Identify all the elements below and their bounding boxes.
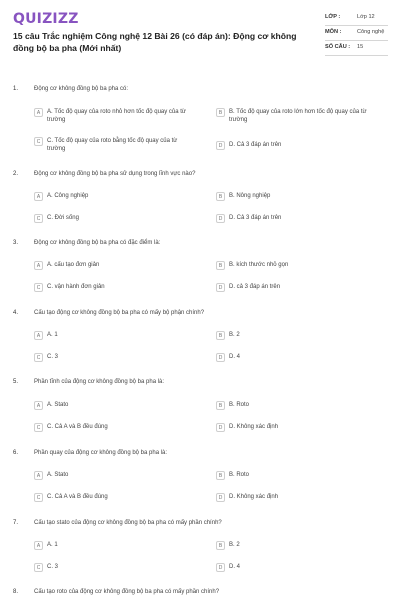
option-letter-badge: A <box>34 401 43 410</box>
answer-option-a[interactable] <box>34 401 197 410</box>
option-letter-badge: A <box>34 192 43 201</box>
option-letter-badge: C <box>34 214 43 223</box>
option-letter-badge: A <box>34 541 43 550</box>
option-letter-badge: B <box>216 108 225 117</box>
option-letter-badge: B <box>216 331 225 340</box>
answer-option-a[interactable] <box>34 331 197 340</box>
option-letter-badge: C <box>34 423 43 432</box>
option-letter-badge: A <box>34 331 43 340</box>
answer-option-b[interactable] <box>216 401 379 410</box>
option-letter-badge: D <box>216 493 225 502</box>
option-text: C. Cả A và B đều đúng <box>47 494 108 500</box>
option-text: A. 1 <box>47 542 58 548</box>
answer-option-a[interactable] <box>34 471 197 480</box>
question-number: 4. <box>13 310 19 316</box>
option-letter-badge: C <box>34 137 43 146</box>
option-letter-badge: D <box>216 423 225 432</box>
option-text: A. 1 <box>47 332 58 338</box>
option-letter-badge: C <box>34 563 43 572</box>
answer-option-b[interactable] <box>216 192 379 201</box>
option-text: D. Cả 3 đáp án trên <box>229 142 282 148</box>
answer-option-b[interactable] <box>216 471 379 480</box>
answer-option-a[interactable] <box>34 541 197 550</box>
option-text: A. Stato <box>47 472 69 478</box>
answer-option-c[interactable] <box>34 283 197 292</box>
option-letter-badge: A <box>34 108 43 117</box>
answer-option-c[interactable] <box>34 214 197 223</box>
question-number: 6. <box>13 450 19 456</box>
answer-option-c[interactable] <box>34 353 197 362</box>
question-text: Cấu tạo stato của động cơ không đồng bộ ba pha có mấy phần chính? <box>34 520 222 526</box>
question-text: Động cơ không đồng bộ ba pha sử dụng trong lĩnh vực nào? <box>34 171 196 177</box>
answer-option-d[interactable] <box>216 214 379 223</box>
meta-label: LỚP : <box>325 14 341 20</box>
answer-option-a[interactable] <box>34 192 197 201</box>
option-text: A. Stato <box>47 402 69 408</box>
option-text: D. Không xác định <box>229 424 279 430</box>
answer-option-a[interactable] <box>34 108 197 124</box>
question-number: 5. <box>13 379 19 385</box>
option-letter-badge: B <box>216 541 225 550</box>
question-text: Cấu tạo động cơ không đồng bộ ba pha có mấy bộ phận chính? <box>34 310 205 316</box>
option-letter-badge: D <box>216 214 225 223</box>
option-letter-badge: D <box>216 283 225 292</box>
meta-label: SỐ CÂU : <box>325 44 351 50</box>
option-text: A. Tốc độ quay của roto nhỏ hơn tốc độ quay của từ trường <box>47 109 186 123</box>
option-text: D. cả 3 đáp án trên <box>229 284 281 290</box>
option-text: C. Đời sống <box>47 215 79 221</box>
meta-question-count <box>325 41 388 56</box>
quizizz-logo[interactable]: QUIZIZZ <box>13 11 79 27</box>
option-letter-badge: B <box>216 471 225 480</box>
option-text: D. Cả 3 đáp án trên <box>229 215 282 221</box>
option-letter-badge: C <box>34 493 43 502</box>
question-text: Phần quay của động cơ không đồng bộ ba pha là: <box>34 450 168 456</box>
option-letter-badge: B <box>216 192 225 201</box>
option-text: C. vận hành đơn giản <box>47 284 105 290</box>
answer-option-d[interactable] <box>216 353 379 362</box>
worksheet-title: 15 câu Trắc nghiệm Công nghệ 12 Bài 26 (có đáp án): Động cơ không đồng bộ ba pha (Mới nhất) <box>13 31 297 53</box>
worksheet-meta <box>325 11 388 56</box>
option-text: D. 4 <box>229 354 241 360</box>
question-text: Động cơ không đồng bộ ba pha có đặc điểm là: <box>34 240 161 246</box>
answer-option-c[interactable] <box>34 493 197 502</box>
question-text: Cấu tạo roto của động cơ không đồng bộ ba pha có mấy phần chính? <box>34 589 220 595</box>
option-text: A. Công nghiệp <box>47 193 89 199</box>
answer-option-d[interactable] <box>216 283 379 292</box>
option-text: B. Roto <box>229 472 250 478</box>
question-number: 7. <box>13 520 19 526</box>
answer-option-d[interactable] <box>216 141 379 150</box>
meta-value: Lớp 12 <box>357 14 375 20</box>
option-letter-badge: D <box>216 141 225 150</box>
answer-option-c[interactable] <box>34 137 197 153</box>
option-text: B. Tốc độ quay của roto lớn hơn tốc độ quay của từ trường <box>229 109 367 123</box>
question-number: 2. <box>13 171 19 177</box>
option-text: D. Không xác định <box>229 494 279 500</box>
question-number: 3. <box>13 240 19 246</box>
answer-option-a[interactable] <box>34 261 197 270</box>
answer-option-d[interactable] <box>216 423 379 432</box>
option-text: B. 2 <box>229 332 240 338</box>
answer-option-d[interactable] <box>216 563 379 572</box>
answer-option-b[interactable] <box>216 331 379 340</box>
option-letter-badge: C <box>34 353 43 362</box>
option-text: B. kích thước nhỏ gọn <box>229 262 289 268</box>
question-number: 8. <box>13 589 19 595</box>
option-letter-badge: A <box>34 261 43 270</box>
answer-option-b[interactable] <box>216 108 379 124</box>
option-letter-badge: A <box>34 471 43 480</box>
answer-option-b[interactable] <box>216 541 379 550</box>
answer-option-b[interactable] <box>216 261 379 270</box>
option-text: C. 3 <box>47 564 59 570</box>
meta-value: 15 <box>357 44 364 50</box>
meta-value: Công nghệ <box>357 29 385 35</box>
answer-option-c[interactable] <box>34 423 197 432</box>
option-text: C. Cả A và B đều đúng <box>47 424 108 430</box>
answer-option-d[interactable] <box>216 493 379 502</box>
option-letter-badge: B <box>216 401 225 410</box>
option-text: B. Nông nghiệp <box>229 193 271 199</box>
question-text: Phần tĩnh của động cơ không đồng bộ ba pha là: <box>34 379 165 385</box>
question-number: 1. <box>13 86 19 92</box>
option-text: B. Roto <box>229 402 250 408</box>
meta-label: MÔN : <box>325 29 342 35</box>
answer-option-c[interactable] <box>34 563 197 572</box>
meta-grade <box>325 11 388 26</box>
option-text: B. 2 <box>229 542 240 548</box>
option-text: C. 3 <box>47 354 59 360</box>
question-text: Động cơ không đồng bộ ba pha có: <box>34 86 129 92</box>
option-letter-badge: B <box>216 261 225 270</box>
option-text: A. cấu tạo đơn giản <box>47 262 100 268</box>
option-letter-badge: C <box>34 283 43 292</box>
option-text: D. 4 <box>229 564 241 570</box>
meta-subject <box>325 26 388 41</box>
option-text: C. Tốc độ quay của roto bằng tốc độ quay của từ trường <box>47 138 178 152</box>
option-letter-badge: D <box>216 563 225 572</box>
worksheet-header <box>0 0 400 78</box>
option-letter-badge: D <box>216 353 225 362</box>
